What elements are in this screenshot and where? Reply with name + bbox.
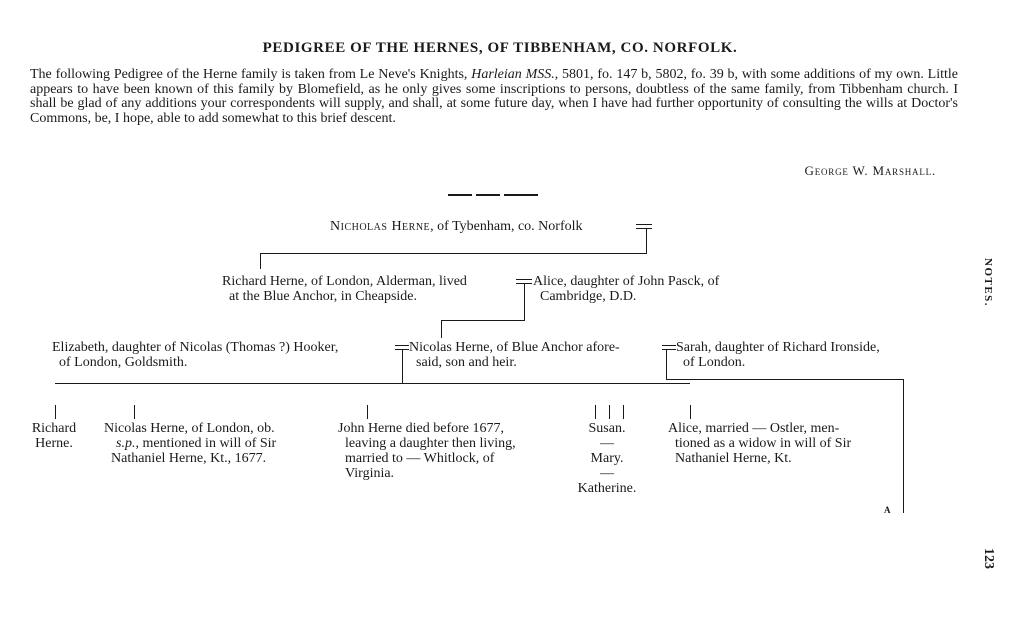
gen2-wife-line2: Cambridge, D.D.: [540, 289, 637, 304]
gen3-second-descent-line: [666, 349, 667, 379]
gen2-wife-line1: Alice, daughter of John Pasck, of: [533, 274, 720, 289]
child-drop-john: [367, 405, 368, 419]
gen2-children-bar: [441, 320, 525, 321]
gen3-second-wife: [676, 340, 880, 370]
gen2-husband-line2: at the Blue Anchor, in Cheapside.: [229, 289, 418, 304]
gen3-second-wife-line2: of London.: [683, 355, 746, 370]
child-drop-susan: [595, 405, 596, 419]
child-john-line3: married to — Whitlock, of: [345, 451, 495, 466]
root-marriage-sign: [636, 228, 652, 229]
child-john-line4: Virginia.: [345, 466, 395, 481]
gen3-first-wife-line2: of London, Goldsmith.: [59, 355, 188, 370]
child-john-line1: John Herne died before 1677,: [338, 421, 505, 436]
root-descent-line: [646, 228, 647, 254]
gen1-children-bar: [260, 253, 647, 254]
gen2-wife: [533, 274, 719, 304]
child-daughters: [562, 421, 652, 496]
child-drop-nicolas: [134, 405, 135, 419]
gen3-first-marriage-sign: [395, 345, 409, 346]
intro-text-2: , 5801, fo. 147 b, 5802, fo. 39 b, with some additions of my own. Little appears to have been known of this family by Blomefield, as he only gives some inscriptions to persons, doubtless of the same family, from Tibbenham church. I shall be glad of any additions your correspondents will supply, and shall, at some future day, when I have had further opportunity of consulting the wills at Doctor's Commons, be, I hope, able to add somewhat to this brief descent.: [30, 67, 958, 126]
intro-italic-source: Harleian MSS.: [471, 67, 555, 82]
child-drop-mary: [609, 405, 610, 419]
continuation-marker: A: [884, 505, 891, 515]
child-nicolas-line2-rest: , mentioned in will of Sir: [135, 436, 277, 451]
child-alice-line1: Alice, married — Ostler, men-: [668, 421, 840, 436]
child-susan: Susan.: [588, 421, 626, 436]
children-bar: [55, 383, 690, 384]
child-john: [338, 421, 516, 481]
gen3-second-marriage-sign: [662, 349, 676, 350]
gen3-husband-drop: [441, 320, 442, 338]
gen3-second-wife-line1: Sarah, daughter of Richard Ironside,: [676, 340, 880, 355]
child-richard-line1: Richard: [31, 421, 77, 436]
gen3-first-wife: [52, 340, 338, 370]
section-divider: [504, 194, 538, 196]
section-divider: [448, 194, 472, 196]
root-name: Nicholas Herne: [330, 219, 431, 234]
child-nicolas-line1: Nicolas Herne, of London, ob.: [104, 421, 275, 436]
root-marriage-sign: [636, 224, 652, 225]
page-title: PEDIGREE OF THE HERNES, OF TIBBENHAM, CO. NORFOLK.: [262, 40, 738, 56]
author-signature: George W. Marshall.: [804, 163, 936, 178]
gen3-second-marriage-sign: [662, 345, 676, 346]
gen3-second-continuation-line: [903, 379, 904, 513]
intro-text-1: The following Pedigree of the Herne family is taken from Le Neve's Knights,: [30, 67, 472, 82]
gen3-husband-line2: said, son and heir.: [416, 355, 517, 370]
daughter-separator-2: —: [600, 466, 614, 481]
child-nicolas-sp: s.p.: [116, 436, 136, 451]
section-divider: [476, 194, 500, 196]
child-richard-line2: Herne.: [35, 436, 73, 451]
child-nicolas: [104, 421, 276, 466]
child-drop-katherine: [623, 405, 624, 419]
child-katherine: Katherine.: [577, 481, 637, 496]
gen3-second-children-bar: [666, 379, 904, 380]
gen2-husband-line1: Richard Herne, of London, Alderman, lived: [222, 274, 467, 289]
page-number: 123: [981, 548, 996, 569]
child-drop-alice: [690, 405, 691, 419]
daughter-separator-1: —: [600, 436, 614, 451]
child-alice-line2: tioned as a widow in will of Sir: [675, 436, 852, 451]
root-person: [330, 219, 583, 234]
child-alice: [668, 421, 851, 466]
child-richard: [24, 421, 84, 451]
child-nicolas-line2: [104, 436, 276, 451]
child-drop-richard: [55, 405, 56, 419]
root-description: , of Tybenham, co. Norfolk: [430, 219, 583, 234]
child-alice-line3: Nathaniel Herne, Kt.: [675, 451, 792, 466]
gen3-first-descent-line: [402, 349, 403, 383]
gen3-husband: [409, 340, 620, 370]
gen2-marriage-sign: [516, 279, 532, 280]
gen3-husband-line1: Nicolas Herne, of Blue Anchor afore-: [409, 340, 620, 355]
intro-paragraph: [30, 68, 958, 126]
gen2-husband-drop: [260, 253, 261, 269]
child-john-line2: leaving a daughter then living,: [345, 436, 516, 451]
child-nicolas-line3: Nathaniel Herne, Kt., 1677.: [111, 451, 267, 466]
running-head-notes: NOTES.: [982, 258, 994, 308]
gen2-husband: [222, 274, 467, 304]
child-mary: Mary.: [590, 451, 624, 466]
gen3-first-wife-line1: Elizabeth, daughter of Nicolas (Thomas ?) Hooker,: [52, 340, 339, 355]
gen2-descent-line: [524, 283, 525, 321]
